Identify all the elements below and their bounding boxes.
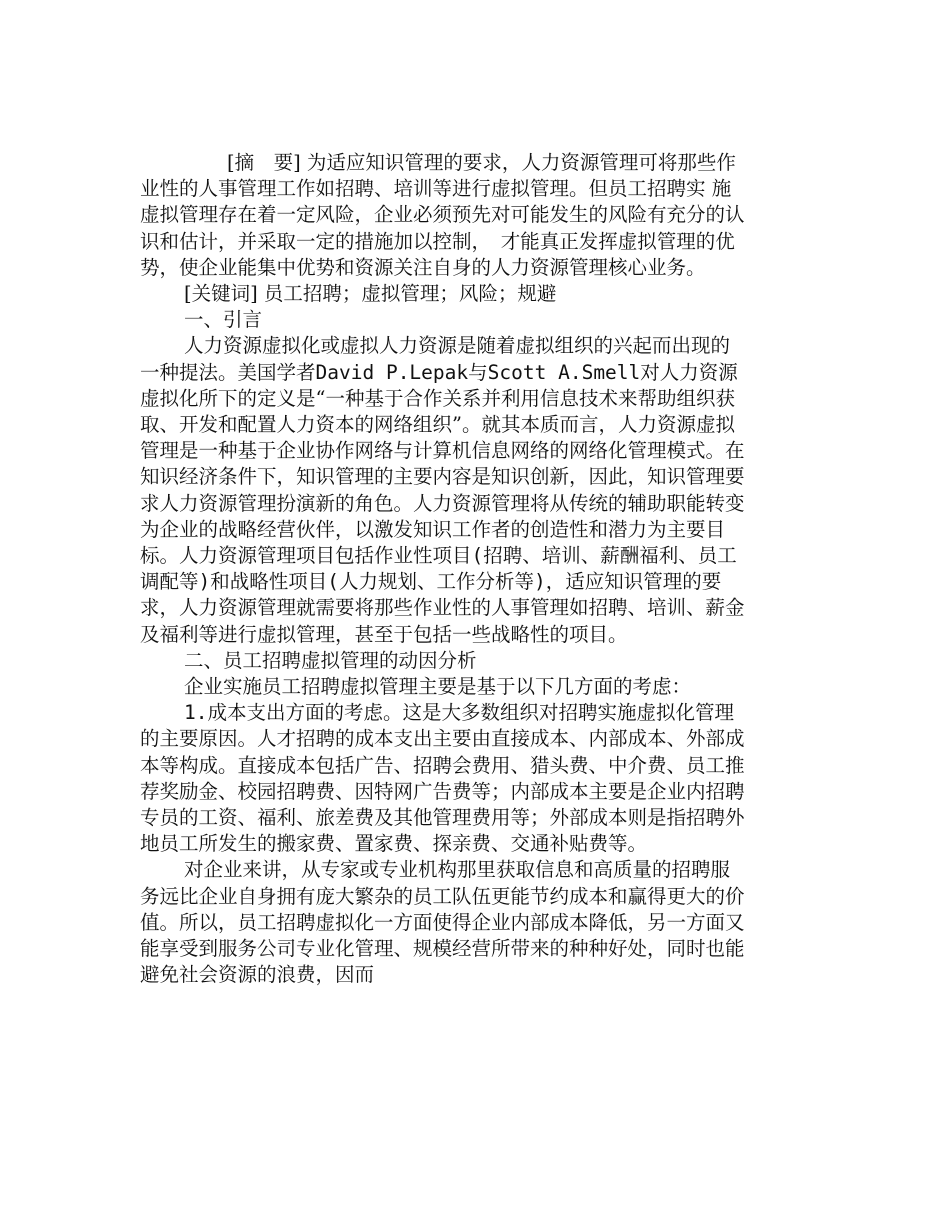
abstract-text: 为适应知识管理的要求，人力资源管理可将那些作业性的人事管理工作如招聘、培训等进行虚拟管理。但员工招聘实 施虚拟管理存在着一定风险，企业必须预先对可能发生的风险有充分的认识和估计，并采取一定的措施加以控制， 才能真正发挥虚拟管理的优势，使企业能集中优势和资源关注自身的人力资源管理核心业务。 [140,151,745,279]
intro-text-4: 招聘、培训、薪酬福利、员工调配等 [140,544,737,594]
paren-open-2: ( [327,570,340,594]
cost-text: 成本支出方面的考虑。这是大多数组织对招聘实施虚拟化管理的主要原因。人才招聘的成本支出主要由直接成本、内部成本、外部成本等构成。直接成本包括广告、招聘会费用、猎头费、中介费、员工推荐奖励金、校园招聘费、因特网广告费等；内部成本主要是企业内招聘专员的工资、福利、旅差费及其他管理费用等；外部成本则是指招聘外地员工所发生的搬家费、置家费、探亲费、交通补贴费等。 [140,701,745,856]
list-number: 1. [184,701,208,725]
introduction-paragraph [140,333,745,647]
keywords-label: [关键词] [184,282,258,306]
keywords-text: 员工招聘；虚拟管理；风险；规避 [257,282,557,306]
intro-text-2: 与 [468,360,488,384]
section-heading-motivation: 二、员工招聘虚拟管理的动因分析 [184,648,477,672]
enterprise-paragraph: 对企业来讲，从专家或专业机构那里获取信息和高质量的招聘服务远比企业自身拥有庞大繁杂的员工队伍更能节约成本和赢得更大的价值。所以，员工招聘虚拟化一方面使得企业内部成本降低，另一方面又能享受到服务公司专业化管理、规模经营所带来的种种好处，同时也能避免社会资源的浪费，因而 [140,858,745,987]
intro-text-1: 人力资源虚拟化或虚拟人力资源是随着虚拟组织的兴起而出现的一种提法。美国学者 [140,334,731,384]
scholar-name-2: Scott A.Smell [487,360,641,384]
document-body [140,150,745,989]
section-heading-introduction: 一、引言 [184,308,263,332]
abstract-paragraph [140,150,745,281]
intro-text-3: 对人力资源虚拟化所下的定义是“一种基于合作关系并利用信息技术来帮助组织获取、开发和配置人力资本的网络组织”。就其本质而言，人力资源虚拟管理是一种基于企业协作网络与计算机信息网络的网络化管理模式。在知识经济条件下，知识管理的主要内容是知识创新，因此，知识管理要求人力资源管理扮演新的角色。人力资源管理将从传统的辅助职能转变为企业的战略经营伙伴，以激发知识工作者的创造性和潜力为主要目标。人力资源管理项目包括作业性项目 [140,360,745,568]
paren-close-2: ) [534,570,546,594]
keywords-paragraph [140,281,745,307]
cost-paragraph [140,700,745,857]
scholar-name-1: David P.Lepak [315,360,469,384]
paren-open-1: ( [471,544,484,568]
abstract-label: [摘 要] [227,151,301,174]
intro-text-7: ，适应知识管理的要求，人力资源管理就需要将那些作业性的人事管理如招聘、培训、薪金及福利等进行虚拟管理，甚至于包括一些战略性的项目。 [140,570,745,646]
motivation-intro-paragraph: 企业实施员工招聘虚拟管理主要是基于以下几方面的考虑： [184,675,692,699]
paren-close-1: ) [198,570,211,594]
intro-text-5: 和战略性项目 [210,570,328,594]
intro-text-6: 人力规划、工作分析等 [339,570,535,594]
